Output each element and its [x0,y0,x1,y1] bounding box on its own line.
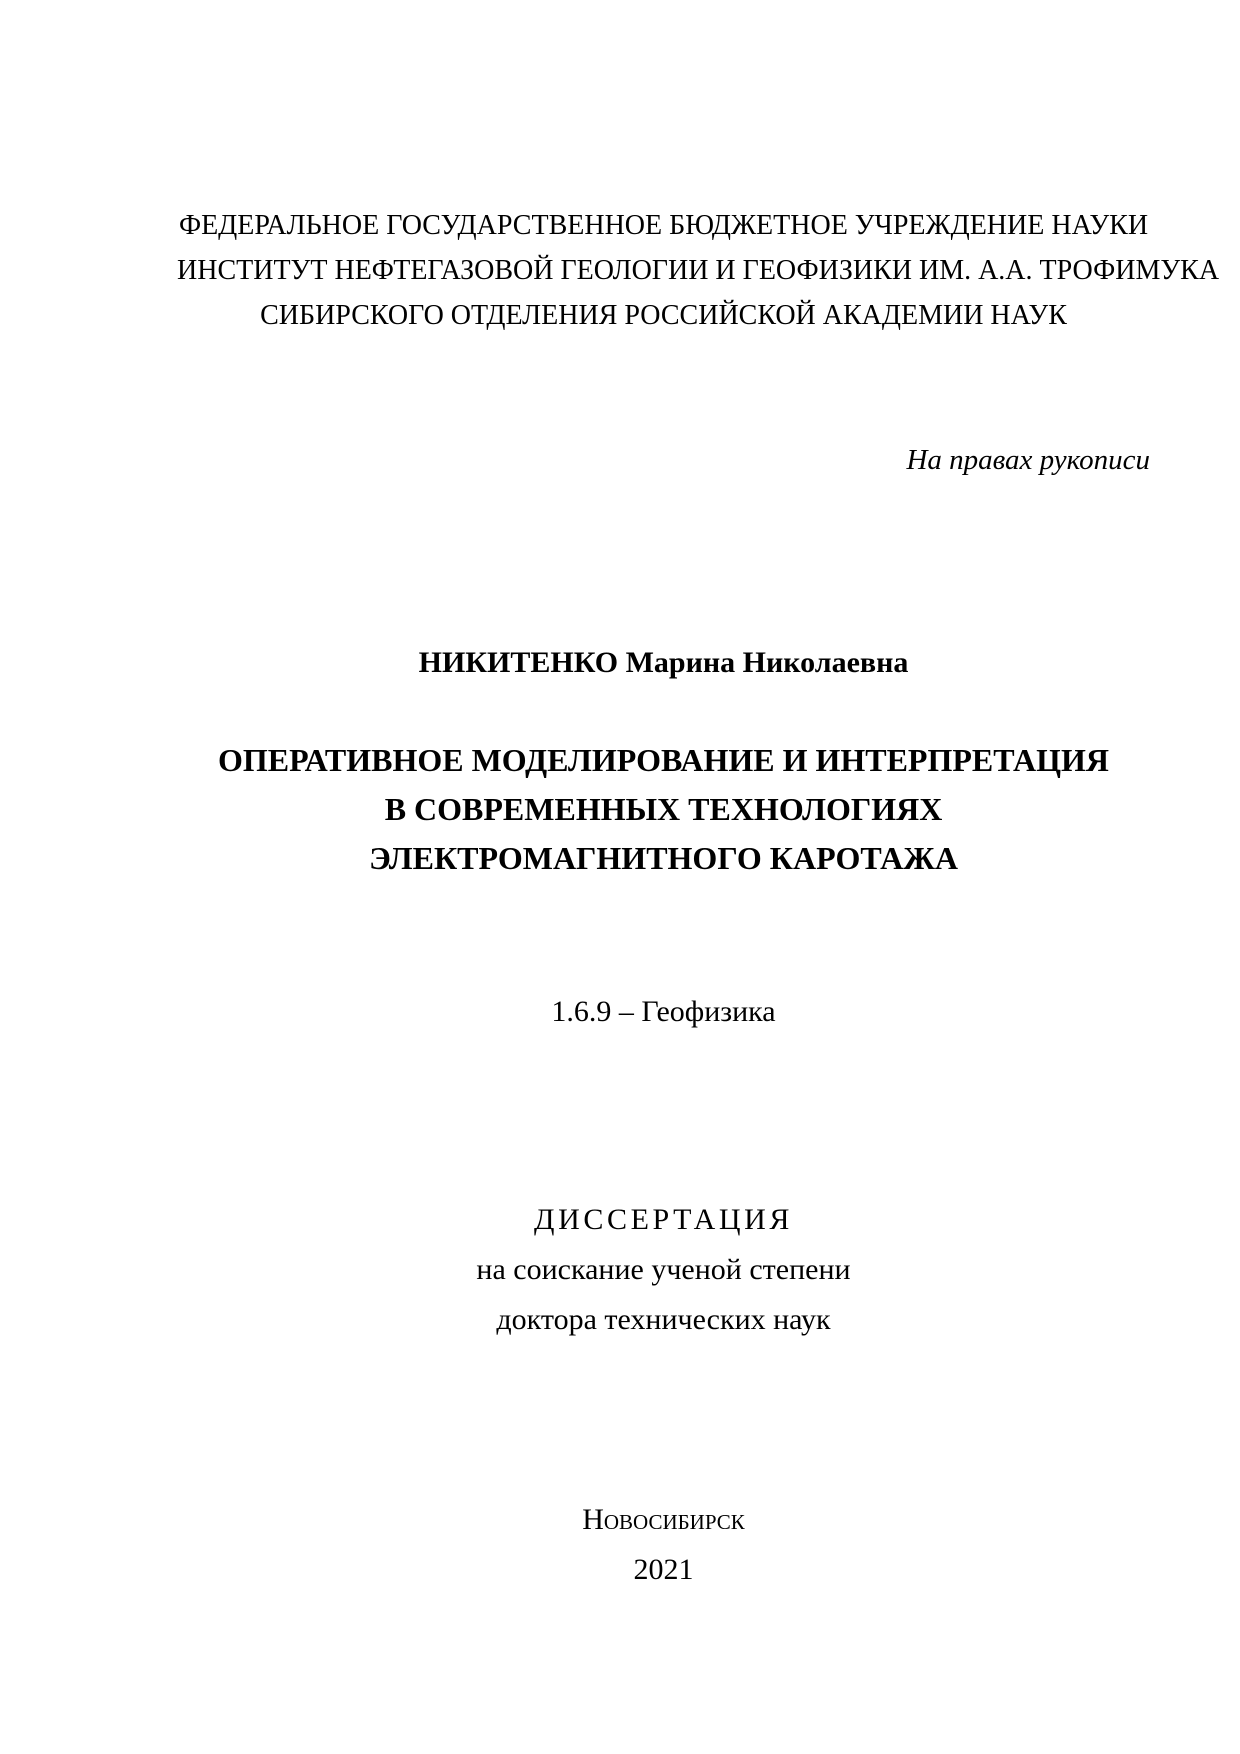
manuscript-rights-note: На правах рукописи [906,444,1150,476]
organization-line-1: ФЕДЕРАЛЬНОЕ ГОСУДАРСТВЕННОЕ БЮДЖЕТНОЕ УЧРЕЖДЕНИЕ НАУКИ [178,210,1149,241]
city: Новосибирск [582,1503,745,1536]
title-line-1: ОПЕРАТИВНОЕ МОДЕЛИРОВАНИЕ И ИНТЕРПРЕТАЦИЯ [218,742,1109,778]
title-line-3: ЭЛЕКТРОМАГНИТНОГО КАРОТАЖА [369,840,958,876]
author-name: НИКИТЕНКО Марина Николаевна [418,646,909,679]
dissertation-degree-line-1: на соискание ученой степени [476,1253,851,1286]
dissertation-title [177,736,1150,883]
dissertation-statement [177,1195,1150,1345]
dissertation-degree-line-2: доктора технических наук [496,1303,831,1336]
year: 2021 [633,1553,694,1586]
organization-header [177,203,1220,338]
organization-line-2: ИНСТИТУТ НЕФТЕГАЗОВОЙ ГЕОЛОГИИ И ГЕОФИЗИКИ ИМ. А.А. ТРОФИМУКА [177,255,1220,286]
imprint [177,1495,1150,1595]
specialty-code: 1.6.9 – Геофизика [551,995,776,1028]
title-line-2: В СОВРЕМЕННЫХ ТЕХНОЛОГИЯХ [384,791,943,827]
dissertation-heading: ДИССЕРТАЦИЯ [534,1203,793,1236]
organization-line-3: СИБИРСКОГО ОТДЕЛЕНИЯ РОССИЙСКОЙ АКАДЕМИИ НАУК [260,300,1067,331]
